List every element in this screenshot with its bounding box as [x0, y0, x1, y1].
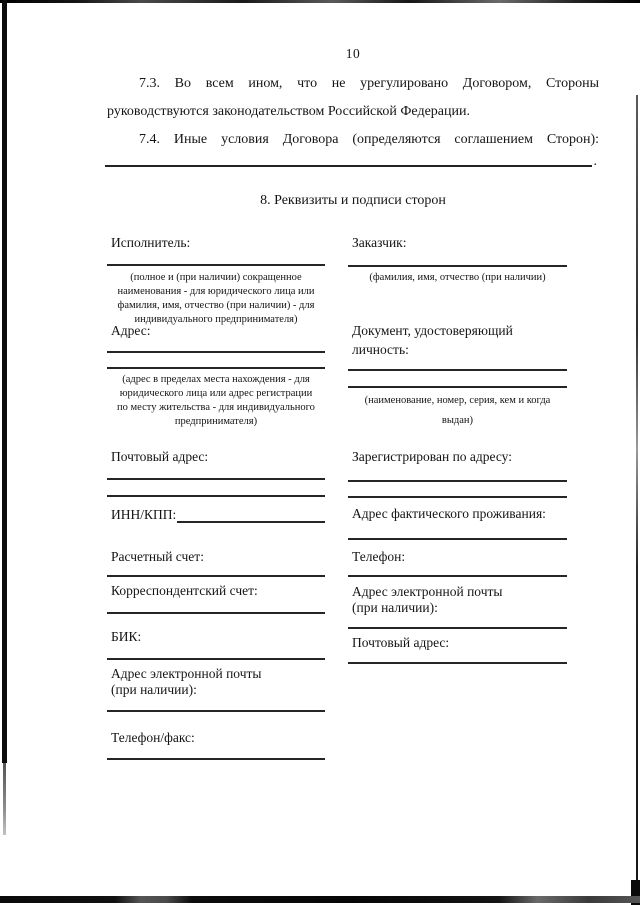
executor-corr-account-label: Корреспондентский счет:	[111, 583, 258, 598]
customer-title: Заказчик:	[352, 235, 407, 250]
customer-registered-line-2	[348, 496, 567, 498]
executor-inn-row	[107, 508, 325, 523]
scan-border-right	[636, 95, 638, 882]
clause-7-4: 7.4. Иные условия Договора (определяются соглашением Сторон):	[139, 132, 599, 147]
customer-phone-label: Телефон:	[352, 549, 406, 564]
customer-registered-label: Зарегистрирован по адресу:	[352, 449, 513, 464]
clause-7-3: 7.3. Во всем ином, что не урегулировано Договором, Стороны руководствуются законодательством Российской Федерации.	[107, 76, 599, 119]
customer-name-caption: (фамилия, имя, отчество (при наличии)	[369, 272, 546, 283]
scan-border-left-fade	[3, 763, 6, 835]
fill-line	[105, 165, 592, 167]
customer-postal-line	[348, 662, 567, 664]
executor-address-label: Адрес:	[111, 323, 151, 338]
executor-address-caption: (адрес в пределах места нахождения - для юридического лица или адрес регистрации по месту жительства - для индивидуального предпринимателя)	[117, 374, 315, 427]
executor-inn-line	[177, 521, 325, 523]
scan-border-left	[2, 0, 7, 763]
customer-id-line-2	[348, 386, 567, 388]
executor-postal-label: Почтовый адрес:	[111, 449, 209, 464]
clause-7-4-fill-line	[105, 152, 597, 167]
customer-email-line	[348, 627, 567, 629]
customer-id-caption: (наименование, номер, серия, кем и когда выдан)	[364, 395, 551, 426]
section-8-heading: 8. Реквизиты и подписи сторон	[260, 193, 446, 208]
executor-postal-line-1	[107, 478, 325, 480]
executor-email-label: Адрес электронной почты (при наличии):	[111, 666, 262, 697]
line-end-period: .	[593, 154, 597, 169]
customer-phone-line	[348, 575, 567, 577]
executor-address-line-2	[107, 367, 325, 369]
customer-email-label: Адрес электронной почты (при наличии):	[352, 584, 503, 615]
customer-id-line-1	[348, 369, 567, 371]
executor-address-line-1	[107, 351, 325, 353]
executor-bik-line	[107, 658, 325, 660]
executor-name-line	[107, 264, 325, 266]
executor-email-line	[107, 710, 325, 712]
executor-inn-label: ИНН/КПП:	[111, 507, 177, 522]
customer-actual-address-label: Адрес фактического проживания:	[352, 506, 546, 521]
customer-postal-label: Почтовый адрес:	[352, 635, 450, 650]
page-number: 10	[345, 46, 361, 61]
customer-name-line	[348, 265, 567, 267]
executor-title: Исполнитель:	[111, 235, 191, 250]
executor-phone-line	[107, 758, 325, 760]
executor-phone-label: Телефон/факс:	[111, 730, 195, 745]
executor-settlement-account-label: Расчетный счет:	[111, 549, 204, 564]
customer-id-document-label: Документ, удостоверяющий личность:	[352, 323, 513, 357]
scan-border-top	[0, 0, 640, 3]
executor-name-caption: (полное и (при наличии) сокращенное наименования - для юридического лица или фамилия, имя, отчество (при наличии) - для индивидуального предпринимателя)	[117, 272, 315, 325]
executor-settlement-account-line	[107, 575, 325, 577]
executor-postal-line-2	[107, 495, 325, 497]
scan-border-bottom	[0, 896, 640, 903]
customer-actual-address-line	[348, 538, 567, 540]
executor-corr-account-line	[107, 612, 325, 614]
executor-bik-label: БИК:	[111, 629, 142, 644]
customer-registered-line-1	[348, 480, 567, 482]
